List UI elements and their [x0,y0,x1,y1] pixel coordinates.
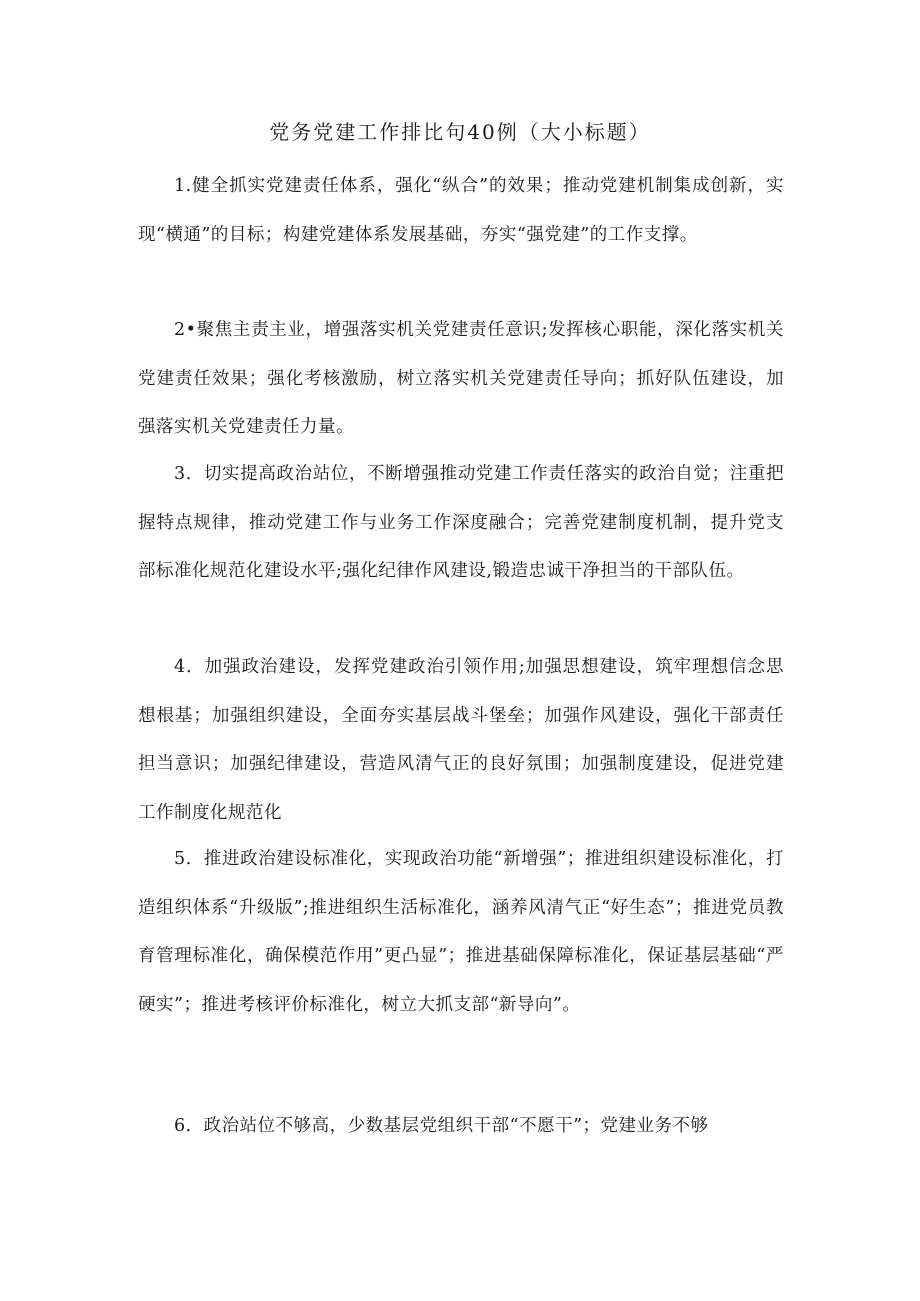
document-title: 党务党建工作排比句40例（大小标题） [269,120,651,144]
paragraph-4: 4．加强政治建设，发挥党建政治引领作用;加强思想建设，筑牢理想信念思想根基；加强组织建设，全面夯实基层战斗堡垒；加强作风建设，强化干部责任担当意识；加强纪律建设，营造风清气正的良好氛围；加强制度建设，促进党建工作制度化规范化 [138,657,784,823]
paragraph-1: 1.健全抓实党建责任体系，强化“纵合”的效果；推动党建机制集成创新，实现“横通”的目标；构建党建体系发展基础，夯实“强党建”的工作支撑。 [138,176,784,245]
paragraph-6: 6．政治站位不够高，少数基层党组织干部“不愿干”；党建业务不够 [174,1116,709,1136]
paragraph-3: 3．切实提高政治站位，不断增强推动党建工作责任落实的政治自觉；注重把握特点规律，推动党建工作与业务工作深度融合；完善党建制度机制，提升党支部标准化规范化建设水平;强化纪律作风建设,锻造忠诚干净担当的干部队伍。 [138,464,784,581]
paragraph-5: 5．推进政治建设标准化，实现政治功能“新增强”；推进组织建设标准化，打造组织体系“升级版”;推进组织生活标准化，涵养风清气正“好生态”；推进党员教育管理标准化，确保模范作用”更凸显”；推进基础保障标准化，保证基层基础“严硬实”；推进考核评价标准化，树立大抓支部“新导向”。 [138,849,784,1015]
paragraph-2: 2•聚焦主责主业，增强落实机关党建责任意识;发挥核心职能，深化落实机关党建责任效果；强化考核激励，树立落实机关党建责任导向；抓好队伍建设，加强落实机关党建责任力量。 [138,320,784,437]
